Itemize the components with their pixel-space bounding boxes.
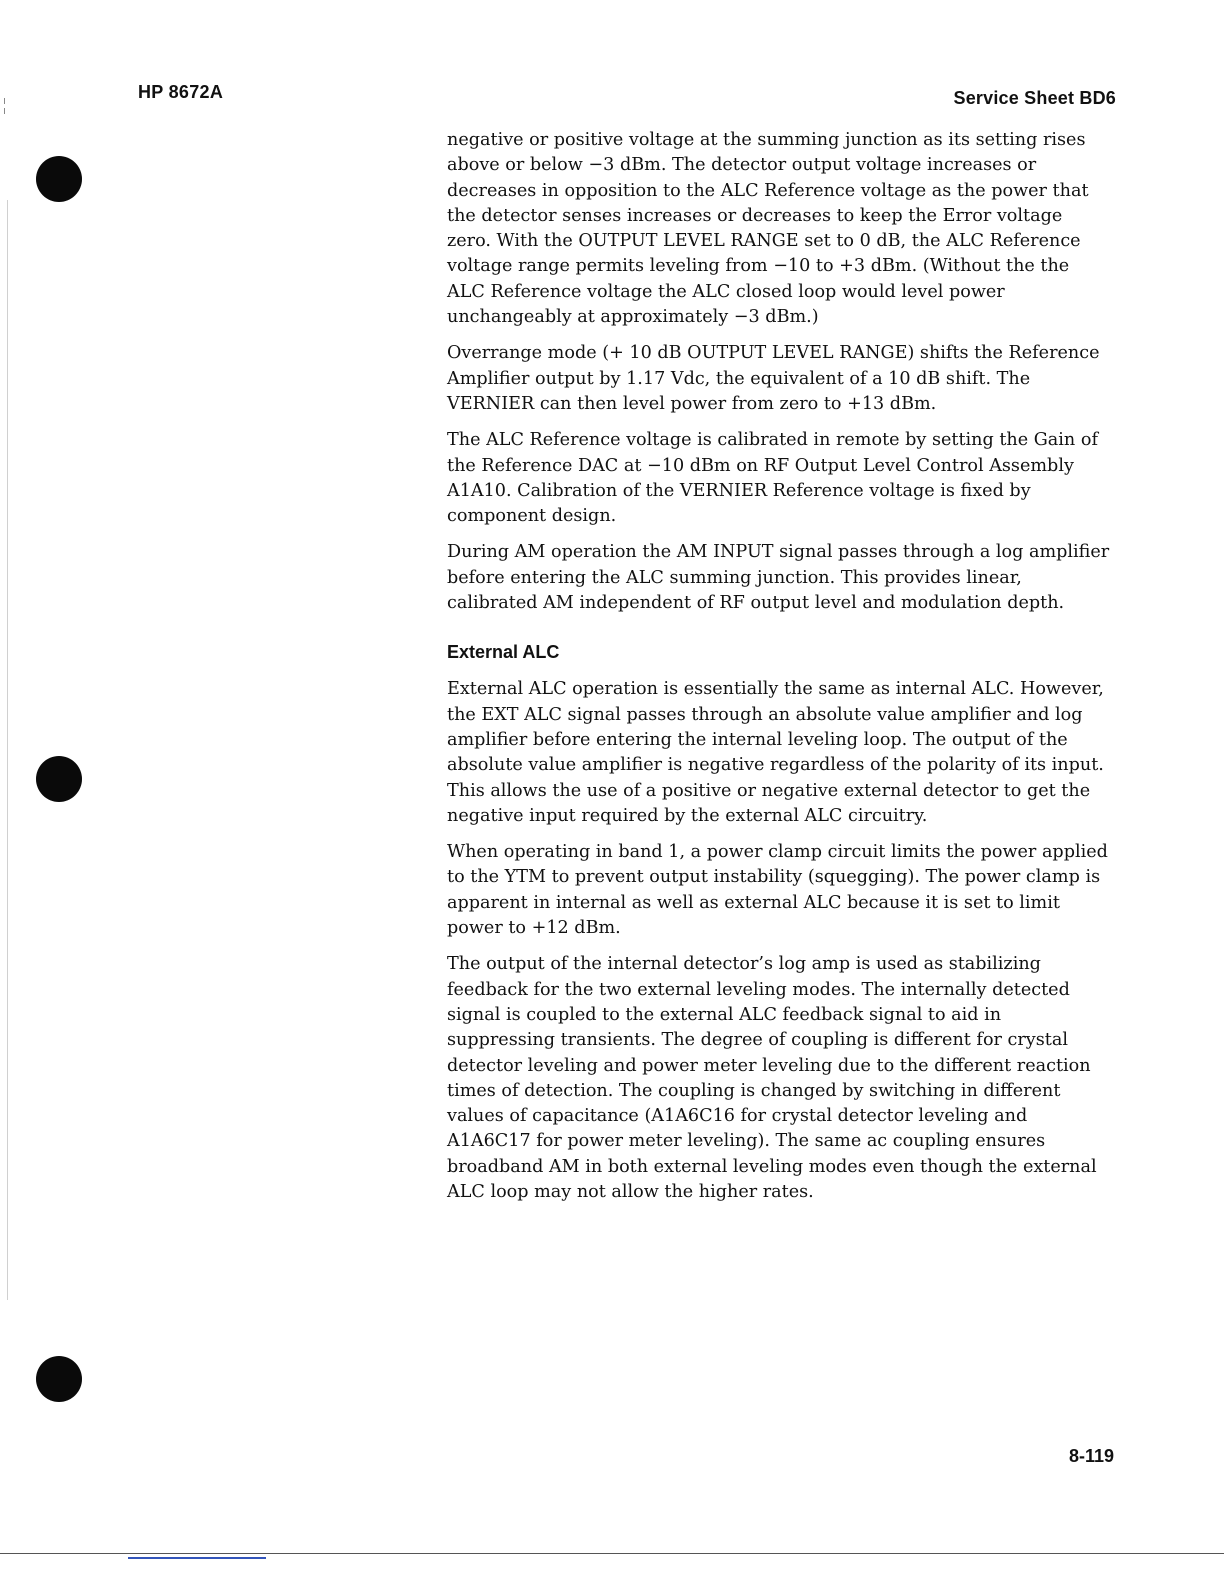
page-edge-line xyxy=(7,200,8,1300)
document-model-header: HP 8672A xyxy=(138,82,224,102)
paragraph-alc-reference: negative or positive voltage at the summing junction as its setting rises above or below −3 dBm. The detector output voltage increases or decreases in opposition to the ALC Reference voltage as the power that the detector senses increases or decreases to keep the Error voltage zero. With the OUTPUT LEVEL RANGE set to 0 dB, the ALC Reference voltage range permits leveling from −10 to +3 dBm. (Without the the ALC Reference voltage the ALC closed loop would level power unchangeably at approximately −3 dBm.) xyxy=(447,130,1089,328)
bottom-blue-mark xyxy=(128,1557,266,1559)
paragraph-alc-calibration: The ALC Reference voltage is calibrated in remote by setting the Gain of the Reference DAC at −10 dBm on RF Output Level Control Assembly A1A10. Calibration of the VERNIER Reference voltage is fixed by component design. xyxy=(447,430,1098,527)
page-number: 8-119 xyxy=(1068,1446,1114,1466)
body-text-column xyxy=(447,128,1111,1216)
paragraph-power-clamp: When operating in band 1, a power clamp circuit limits the power applied to the YTM to prevent output instability (squegging). The power clamp is apparent in internal as well as external ALC because it is set to limit power to +12 dBm. xyxy=(447,842,1108,939)
paragraph-external-alc: External ALC operation is essentially the same as internal ALC. However, the EXT ALC signal passes through an absolute value amplifier and log amplifier before entering the internal leveling loop. The output of the absolute value amplifier is negative regardless of the polarity of its input. This allows the use of a positive or negative external detector to get the negative input required by the external ALC circuitry. xyxy=(447,679,1104,826)
paragraph-am-operation: During AM operation the AM INPUT signal passes through a log amplifier before entering the ALC summing junction. This provides linear, calibrated AM independent of RF output level and modulation depth. xyxy=(447,542,1110,614)
service-sheet-header: Service Sheet BD6 xyxy=(953,88,1116,108)
edge-tick-mark xyxy=(4,98,5,104)
paragraph-detector-feedback: The output of the internal detector’s log amp is used as stabilizing feedback for the two external leveling modes. The internally detected signal is coupled to the external ALC feedback signal to aid in suppressing transients. The degree of coupling is different for crystal detector leveling and power meter leveling due to the different reaction times of detection. The coupling is changed by switching in different values of capacitance (A1A6C16 for crystal detector leveling and A1A6C17 for power meter leveling). The same ac coupling ensures broadband AM in both external leveling modes even though the external ALC loop may not allow the higher rates. xyxy=(447,954,1097,1202)
binder-hole-bottom xyxy=(36,1356,82,1402)
binder-hole-middle xyxy=(36,756,82,802)
binder-hole-top xyxy=(36,156,82,202)
section-heading-external-alc: External ALC xyxy=(447,642,560,663)
edge-tick-mark xyxy=(4,108,5,114)
bottom-scan-rule xyxy=(0,1553,1224,1554)
paragraph-overrange-mode: Overrange mode (+ 10 dB OUTPUT LEVEL RANGE) shifts the Reference Amplifier output by 1.17 Vdc, the equivalent of a 10 dB shift. The VERNIER can then level power from zero to +13 dBm. xyxy=(447,343,1100,414)
